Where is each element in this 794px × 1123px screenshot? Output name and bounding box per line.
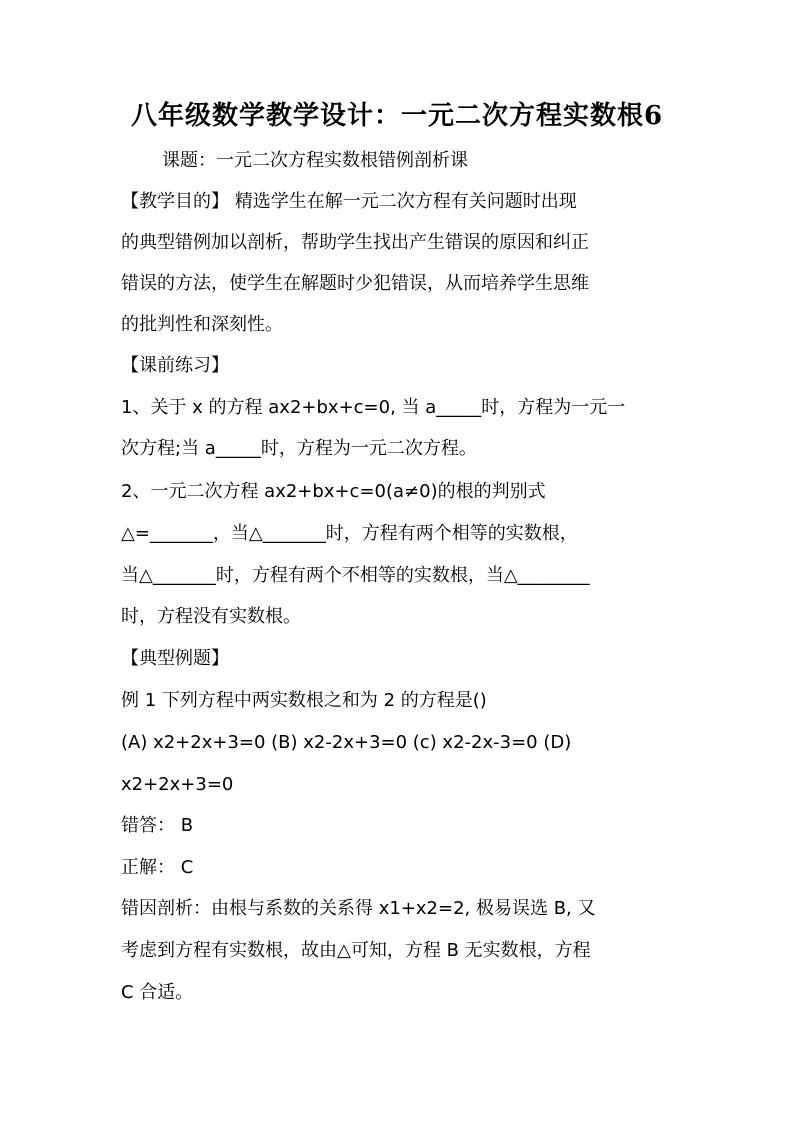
paragraph-line: C 合适。	[121, 982, 194, 1003]
paragraph-line: 错答： B	[121, 815, 194, 836]
paragraph-line: 当△_______时，方程有两个不相等的实数根，当△________	[121, 565, 590, 586]
paragraph-line: (A) x2+2x+3=0 (B) x2-2x+3=0 (c) x2-2x-3=0 (D)	[121, 732, 572, 753]
section-heading: 【课前练习】	[121, 355, 229, 376]
paragraph-line: 1、关于 x 的方程 ax2+bx+c=0, 当 a_____时，方程为一元一	[121, 397, 626, 418]
paragraph-line: 正解： C	[121, 857, 194, 878]
paragraph-line: 错因剖析：由根与系数的关系得 x1+x2=2, 极易误选 B, 又	[121, 898, 596, 919]
paragraph-line: 错误的方法，使学生在解题时少犯错误，从而培养学生思维	[121, 273, 589, 294]
paragraph-line: 考虑到方程有实数根，故由△可知，方程 B 无实数根，方程	[121, 940, 591, 961]
paragraph-line: △=_______，当△_______时，方程有两个相等的实数根，	[121, 523, 578, 544]
paragraph-line: 的批判性和深刻性。	[121, 314, 283, 335]
paragraph-line: 2、一元二次方程 ax2+bx+c=0(a≠0)的根的判别式	[121, 481, 546, 502]
paragraph-line: x2+2x+3=0	[121, 774, 234, 795]
paragraph-line: 的典型错例加以剖析，帮助学生找出产生错误的原因和纠正	[121, 232, 589, 253]
paragraph-line: 【教学目的】 精选学生在解一元二次方程有关问题时出现	[121, 191, 577, 212]
section-heading: 【典型例题】	[121, 648, 229, 669]
paragraph-line: 次方程;当 a_____时，方程为一元二次方程。	[121, 438, 477, 459]
document-title: 八年级数学教学设计：一元二次方程实数根6	[130, 101, 664, 131]
paragraph-line: 例 1 下列方程中两实数根之和为 2 的方程是()	[121, 690, 487, 711]
paragraph-line: 时，方程没有实数根。	[121, 606, 301, 627]
lesson-topic: 课题：一元二次方程实数根错例剖析课	[162, 150, 468, 171]
